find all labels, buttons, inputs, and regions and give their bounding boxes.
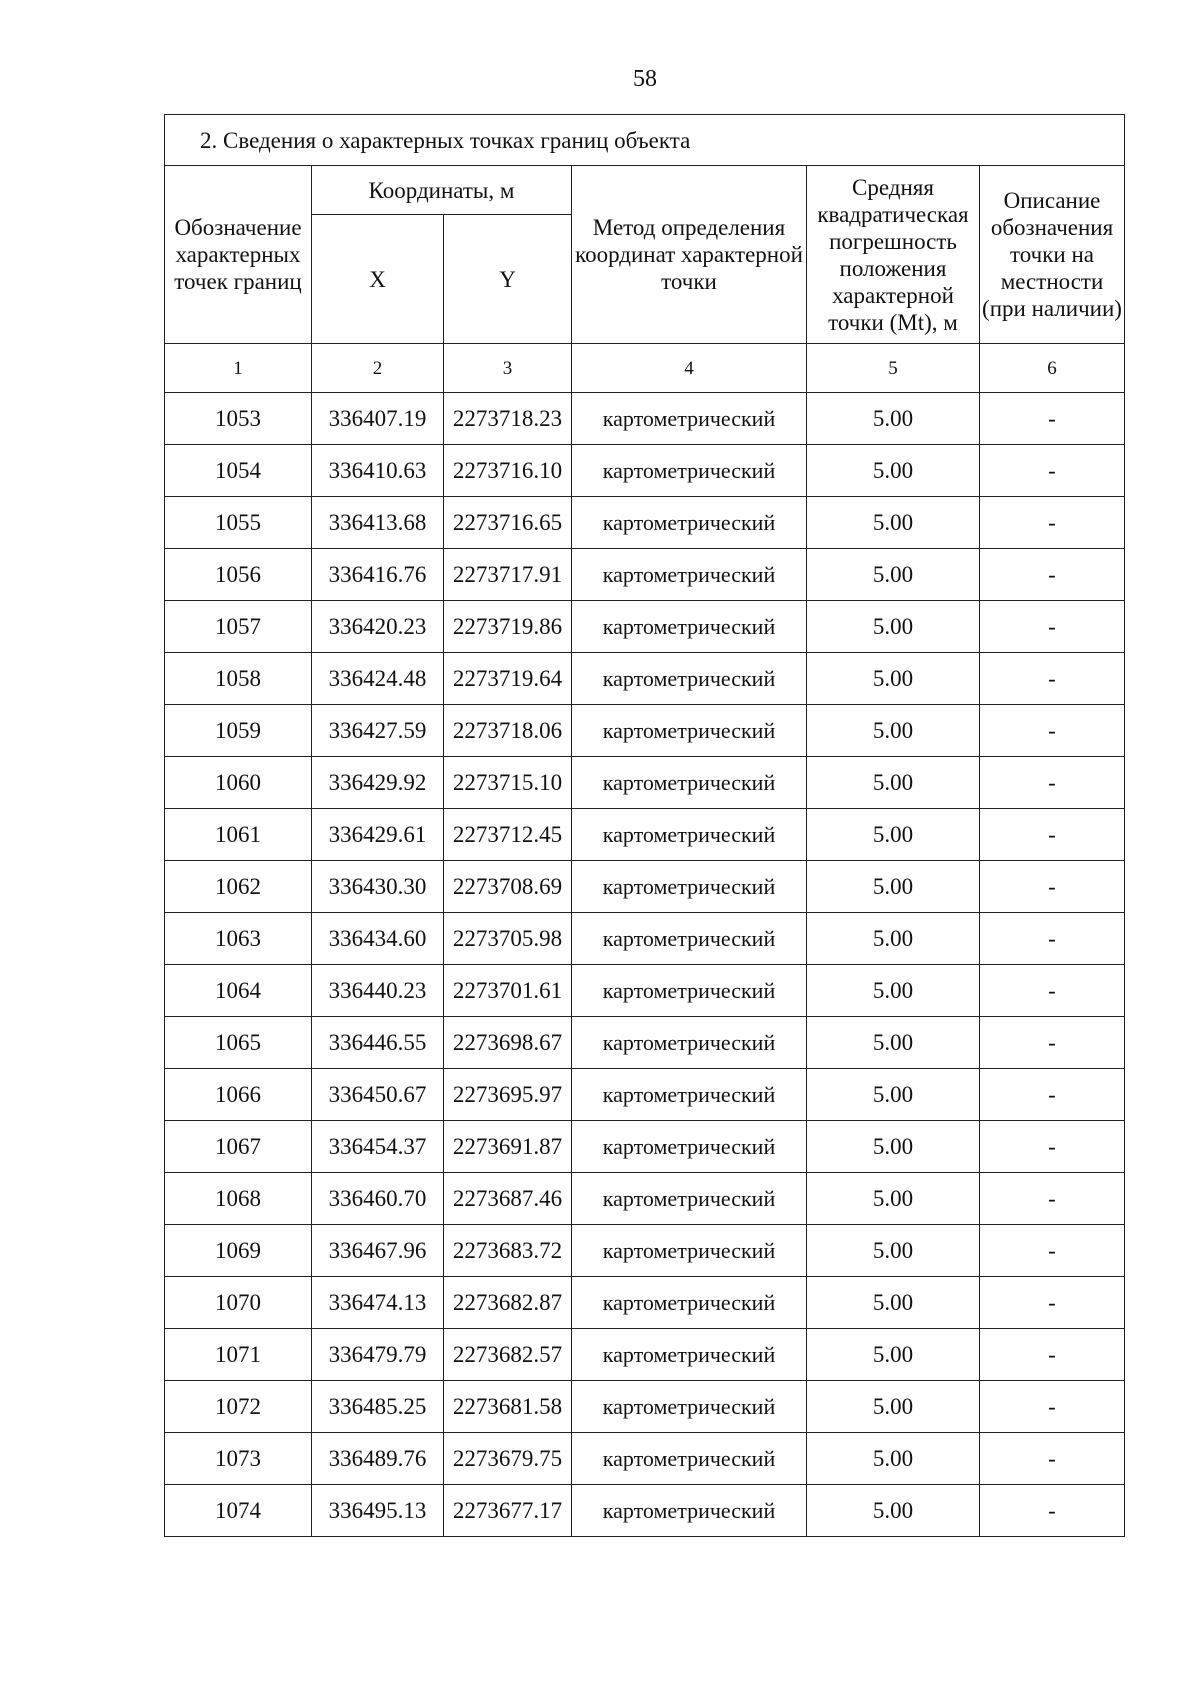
method: картометрический [572,1329,807,1381]
description: - [980,393,1125,445]
point-id: 1057 [165,601,312,653]
point-id: 1071 [165,1329,312,1381]
mean-error: 5.00 [807,1225,980,1277]
description: - [980,913,1125,965]
method: картометрический [572,1225,807,1277]
coordinate-x: 336413.68 [312,497,444,549]
table-row [165,1017,1125,1069]
point-id: 1064 [165,965,312,1017]
table-row [165,809,1125,861]
point-id: 1055 [165,497,312,549]
point-id: 1066 [165,1069,312,1121]
coordinate-y: 2273682.57 [444,1329,572,1381]
coordinate-x: 336434.60 [312,913,444,965]
point-id: 1062 [165,861,312,913]
column-number: 3 [444,344,572,393]
method: картометрический [572,549,807,601]
method: картометрический [572,653,807,705]
coordinate-y: 2273682.87 [444,1277,572,1329]
mean-error: 5.00 [807,1485,980,1537]
method: картометрический [572,1433,807,1485]
method: картометрический [572,1485,807,1537]
table-row [165,445,1125,497]
mean-error: 5.00 [807,1121,980,1173]
coordinate-y: 2273715.10 [444,757,572,809]
column-number: 1 [165,344,312,393]
coordinate-x: 336467.96 [312,1225,444,1277]
coordinate-y: 2273683.72 [444,1225,572,1277]
point-id: 1072 [165,1381,312,1433]
page-number: 58 [633,66,657,92]
table-row [165,393,1125,445]
coordinate-x: 336427.59 [312,705,444,757]
description: - [980,861,1125,913]
coordinate-x: 336495.13 [312,1485,444,1537]
point-id: 1070 [165,1277,312,1329]
table-row [165,1225,1125,1277]
mean-error: 5.00 [807,653,980,705]
coordinate-x: 336430.30 [312,861,444,913]
description: - [980,653,1125,705]
coordinate-x: 336485.25 [312,1381,444,1433]
method: картометрический [572,757,807,809]
method: картометрический [572,1381,807,1433]
column-number-row [165,344,1125,393]
coordinate-y: 2273679.75 [444,1433,572,1485]
method: картометрический [572,705,807,757]
coordinate-y: 2273712.45 [444,809,572,861]
description: - [980,549,1125,601]
mean-error: 5.00 [807,1329,980,1381]
coordinate-x: 336440.23 [312,965,444,1017]
coordinate-y: 2273708.69 [444,861,572,913]
coordinate-x: 336429.92 [312,757,444,809]
table-row [165,965,1125,1017]
point-id: 1058 [165,653,312,705]
method: картометрический [572,1017,807,1069]
coordinate-y: 2273698.67 [444,1017,572,1069]
header-description: Описание обозначения точки на местности (при наличии) [980,166,1125,344]
coordinate-x: 336454.37 [312,1121,444,1173]
point-id: 1067 [165,1121,312,1173]
method: картометрический [572,445,807,497]
point-id: 1073 [165,1433,312,1485]
coordinate-y: 2273716.65 [444,497,572,549]
point-id: 1069 [165,1225,312,1277]
description: - [980,497,1125,549]
mean-error: 5.00 [807,445,980,497]
mean-error: 5.00 [807,393,980,445]
coordinate-y: 2273691.87 [444,1121,572,1173]
point-id: 1068 [165,1173,312,1225]
coordinate-y: 2273718.23 [444,393,572,445]
method: картометрический [572,1277,807,1329]
coordinate-x: 336410.63 [312,445,444,497]
point-id: 1059 [165,705,312,757]
coordinate-x: 336424.48 [312,653,444,705]
description: - [980,1121,1125,1173]
description: - [980,1173,1125,1225]
method: картометрический [572,1173,807,1225]
description: - [980,1381,1125,1433]
table-row [165,497,1125,549]
column-number: 4 [572,344,807,393]
header-mean-error: Средняя квадратическая погрешность положения характерной точки (Mt), м [807,166,980,344]
point-id: 1063 [165,913,312,965]
mean-error: 5.00 [807,965,980,1017]
description: - [980,1277,1125,1329]
description: - [980,705,1125,757]
description: - [980,601,1125,653]
table-row [165,705,1125,757]
header-coordinates: Координаты, м [312,166,572,215]
table-row [165,861,1125,913]
mean-error: 5.00 [807,809,980,861]
method: картометрический [572,1069,807,1121]
header-x: X [312,215,444,344]
coordinate-y: 2273695.97 [444,1069,572,1121]
table-row [165,1381,1125,1433]
description: - [980,445,1125,497]
mean-error: 5.00 [807,757,980,809]
section-title: 2. Сведения о характерных точках границ объекта [165,115,1125,166]
table-body [165,393,1125,1537]
column-number: 2 [312,344,444,393]
coordinate-y: 2273719.64 [444,653,572,705]
description: - [980,965,1125,1017]
point-id: 1054 [165,445,312,497]
method: картометрический [572,809,807,861]
mean-error: 5.00 [807,497,980,549]
coordinate-x: 336489.76 [312,1433,444,1485]
method: картометрический [572,861,807,913]
description: - [980,1069,1125,1121]
coordinate-x: 336460.70 [312,1173,444,1225]
coordinate-y: 2273717.91 [444,549,572,601]
coordinate-y: 2273719.86 [444,601,572,653]
point-id: 1074 [165,1485,312,1537]
table-row [165,757,1125,809]
coordinate-x: 336420.23 [312,601,444,653]
mean-error: 5.00 [807,1017,980,1069]
table-row [165,601,1125,653]
description: - [980,757,1125,809]
table-row [165,1485,1125,1537]
coordinate-y: 2273687.46 [444,1173,572,1225]
coordinate-x: 336446.55 [312,1017,444,1069]
table-row [165,653,1125,705]
coordinate-y: 2273677.17 [444,1485,572,1537]
table-row [165,1433,1125,1485]
mean-error: 5.00 [807,1069,980,1121]
table-row [165,1121,1125,1173]
point-id: 1053 [165,393,312,445]
table-row [165,1069,1125,1121]
column-number: 6 [980,344,1125,393]
table-row [165,1277,1125,1329]
mean-error: 5.00 [807,1173,980,1225]
header-point-designation: Обозначение характерных точек границ [165,166,312,344]
mean-error: 5.00 [807,913,980,965]
mean-error: 5.00 [807,1277,980,1329]
table-row [165,913,1125,965]
mean-error: 5.00 [807,1381,980,1433]
coordinate-y: 2273705.98 [444,913,572,965]
coordinate-y: 2273701.61 [444,965,572,1017]
header-y: Y [444,215,572,344]
coordinate-x: 336479.79 [312,1329,444,1381]
coordinate-y: 2273681.58 [444,1381,572,1433]
description: - [980,809,1125,861]
description: - [980,1017,1125,1069]
point-id: 1061 [165,809,312,861]
boundary-points-table [164,114,1125,1537]
header-method: Метод определения координат характерной точки [572,166,807,344]
coordinate-x: 336474.13 [312,1277,444,1329]
mean-error: 5.00 [807,549,980,601]
table-row [165,549,1125,601]
coordinate-x: 336416.76 [312,549,444,601]
table-row [165,1173,1125,1225]
coordinate-x: 336450.67 [312,1069,444,1121]
coordinate-y: 2273718.06 [444,705,572,757]
method: картометрический [572,965,807,1017]
mean-error: 5.00 [807,601,980,653]
point-id: 1056 [165,549,312,601]
table-row [165,1329,1125,1381]
mean-error: 5.00 [807,861,980,913]
description: - [980,1329,1125,1381]
description: - [980,1485,1125,1537]
mean-error: 5.00 [807,1433,980,1485]
point-id: 1065 [165,1017,312,1069]
method: картометрический [572,601,807,653]
method: картометрический [572,393,807,445]
coordinate-x: 336407.19 [312,393,444,445]
method: картометрический [572,1121,807,1173]
point-id: 1060 [165,757,312,809]
mean-error: 5.00 [807,705,980,757]
coordinate-y: 2273716.10 [444,445,572,497]
description: - [980,1225,1125,1277]
method: картометрический [572,497,807,549]
method: картометрический [572,913,807,965]
description: - [980,1433,1125,1485]
column-number: 5 [807,344,980,393]
coordinate-x: 336429.61 [312,809,444,861]
